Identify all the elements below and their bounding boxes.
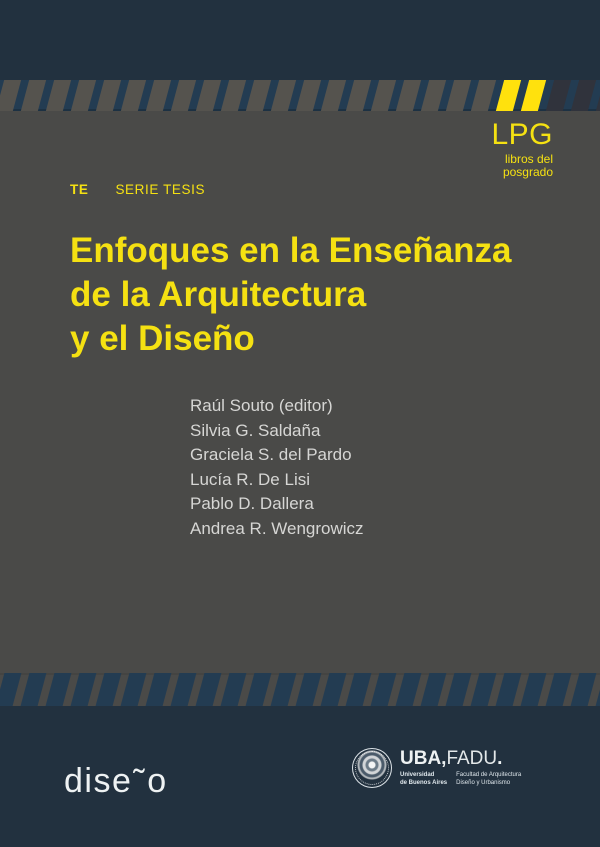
hazard-stripe	[446, 673, 472, 706]
wordmark-dot: .	[497, 748, 503, 769]
hazard-stripe	[496, 80, 521, 111]
hazard-stripe	[371, 673, 397, 706]
hazard-stripe	[71, 80, 96, 111]
hazard-stripe	[171, 80, 196, 111]
series-label	[70, 182, 205, 197]
hazard-stripe	[421, 80, 446, 111]
hazard-stripe	[496, 673, 522, 706]
faculty-name-line: Facultad de Arquitectura	[456, 772, 522, 778]
author-item: Andrea R. Wengrowicz	[190, 518, 364, 538]
university-logo-text	[400, 749, 521, 787]
design-brand-logo	[64, 762, 168, 801]
author-item: Raúl Souto (editor)	[190, 396, 333, 415]
hazard-stripe	[371, 80, 396, 111]
hazard-stripe	[0, 673, 21, 706]
faculty-name-line: Diseño y Urbanismo	[456, 779, 511, 786]
hazard-stripe	[146, 80, 171, 111]
top-hazard-band	[0, 80, 600, 111]
hazard-stripe	[221, 80, 246, 111]
hazard-stripe	[171, 673, 197, 706]
hazard-stripe	[546, 80, 571, 111]
author-item: Lucía R. De Lisi	[190, 469, 310, 489]
hazard-stripe	[271, 80, 296, 111]
hazard-stripe	[46, 673, 72, 706]
faculty-name	[456, 772, 521, 787]
hazard-stripe	[221, 673, 247, 706]
book-title-line: y el Diseño	[70, 319, 255, 358]
top-navy-field	[0, 0, 600, 80]
hazard-stripe	[571, 80, 596, 111]
hazard-stripe	[21, 80, 46, 111]
hazard-stripe	[246, 673, 272, 706]
bottom-hazard-band	[0, 673, 600, 706]
hazard-stripe	[471, 80, 496, 111]
university-name-line: Universidad	[400, 772, 435, 778]
book-title-line: Enfoques en la Enseñanza	[70, 231, 512, 270]
hazard-stripe	[596, 80, 600, 111]
hazard-stripe	[121, 673, 147, 706]
university-name-line: de Buenos Aires	[400, 779, 448, 786]
book-title	[70, 229, 512, 361]
hazard-stripe	[0, 80, 21, 111]
author-item: Graciela S. del Pardo	[190, 445, 352, 464]
hazard-stripe	[396, 673, 422, 706]
design-logo-tilde: ˜	[133, 763, 147, 801]
hazard-stripe	[346, 80, 371, 111]
publisher-tagline-line: libros del	[504, 152, 553, 166]
hazard-stripe	[546, 673, 572, 706]
hazard-stripe	[346, 673, 372, 706]
hazard-stripe	[521, 673, 547, 706]
hazard-stripe	[146, 673, 172, 706]
publisher-logo-acronym: LPG	[491, 118, 553, 151]
book-title-line: de la Arquitectura	[70, 275, 367, 314]
wordmark-uba: UBA,	[400, 748, 447, 769]
hazard-stripe	[421, 673, 447, 706]
hazard-stripe	[21, 673, 47, 706]
hazard-stripe	[321, 80, 346, 111]
hazard-stripe	[71, 673, 97, 706]
hazard-stripe	[196, 80, 221, 111]
university-sub-text	[400, 772, 521, 787]
series-name: SERIE TESIS	[115, 182, 206, 197]
series-code: TE	[70, 182, 89, 197]
university-wordmark	[400, 749, 521, 769]
hazard-stripe	[521, 80, 546, 111]
university-logo	[352, 748, 521, 788]
hazard-stripe	[321, 673, 347, 706]
hazard-stripe	[246, 80, 271, 111]
hazard-stripe	[471, 673, 497, 706]
hazard-stripe	[271, 673, 297, 706]
hazard-stripe	[446, 80, 471, 111]
hazard-stripe	[571, 673, 597, 706]
publisher-logo	[491, 120, 553, 178]
hazard-stripe	[46, 80, 71, 111]
university-name	[400, 772, 447, 787]
author-item: Silvia G. Saldaña	[190, 420, 321, 440]
hazard-stripe	[121, 80, 146, 111]
author-item: Pablo D. Dallera	[190, 494, 314, 513]
publisher-logo-tagline	[491, 153, 553, 178]
hazard-stripe	[396, 80, 421, 111]
hazard-stripe	[596, 673, 600, 706]
author-list	[190, 394, 364, 541]
hazard-stripe	[96, 673, 122, 706]
uba-seal-icon	[352, 748, 392, 788]
hazard-stripe	[96, 80, 121, 111]
publisher-tagline-line: posgrado	[502, 164, 553, 179]
hazard-stripe	[296, 673, 322, 706]
design-logo-text-start: dise	[64, 762, 133, 800]
hazard-stripe	[296, 80, 321, 111]
wordmark-fadu: FADU	[446, 748, 498, 769]
hazard-stripe	[196, 673, 222, 706]
design-logo-text-end: o	[147, 762, 168, 800]
